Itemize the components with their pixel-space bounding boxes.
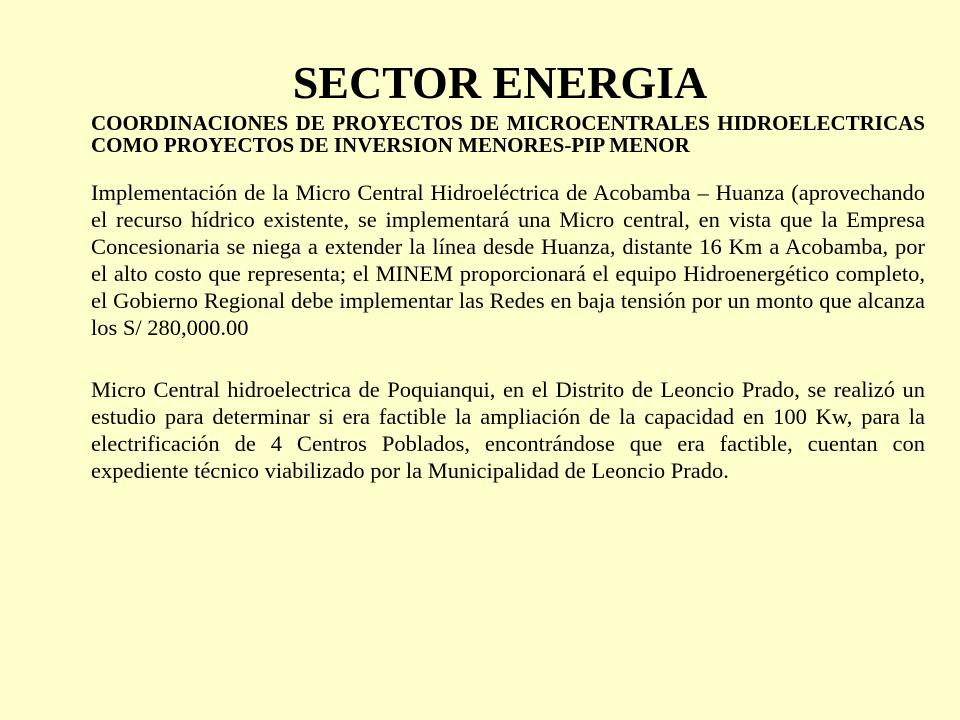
paragraph-poquianqui: Micro Central hidroelectrica de Poquianqui, en el Distrito de Leoncio Prado, se realizó un estudio para determinar si era factible la ampliación de la capacidad en 100 Kw, para la electrificación de 4 Centros Poblados, encontrándose que era factible, cuentan con expediente técnico viabilizado por la Municipalidad de Leoncio Prado. — [91, 377, 925, 483]
paragraph-acobamba: Implementación de la Micro Central Hidroeléctrica de Acobamba – Huanza (aprovechando el recurso hídrico existente, se implementará una Micro central, en vista que la Empresa Concesionaria se niega a extender la línea desde Huanza, distante 16 Km a Acobamba, por el alto costo que representa; el MINEM proporcionará el equipo Hidroenergético completo, el Gobierno Regional debe implementar las Redes en baja tensión por un monto que alcanza los S/ 280,000.00 — [91, 180, 925, 340]
slide-title: SECTOR ENERGIA — [292, 57, 708, 108]
slide-body — [91, 112, 925, 484]
slide-subtitle: COORDINACIONES DE PROYECTOS DE MICROCENTRALES HIDROELECTRICAS COMO PROYECTOS DE INVERSION MENORES-PIP MENOR — [91, 111, 925, 157]
